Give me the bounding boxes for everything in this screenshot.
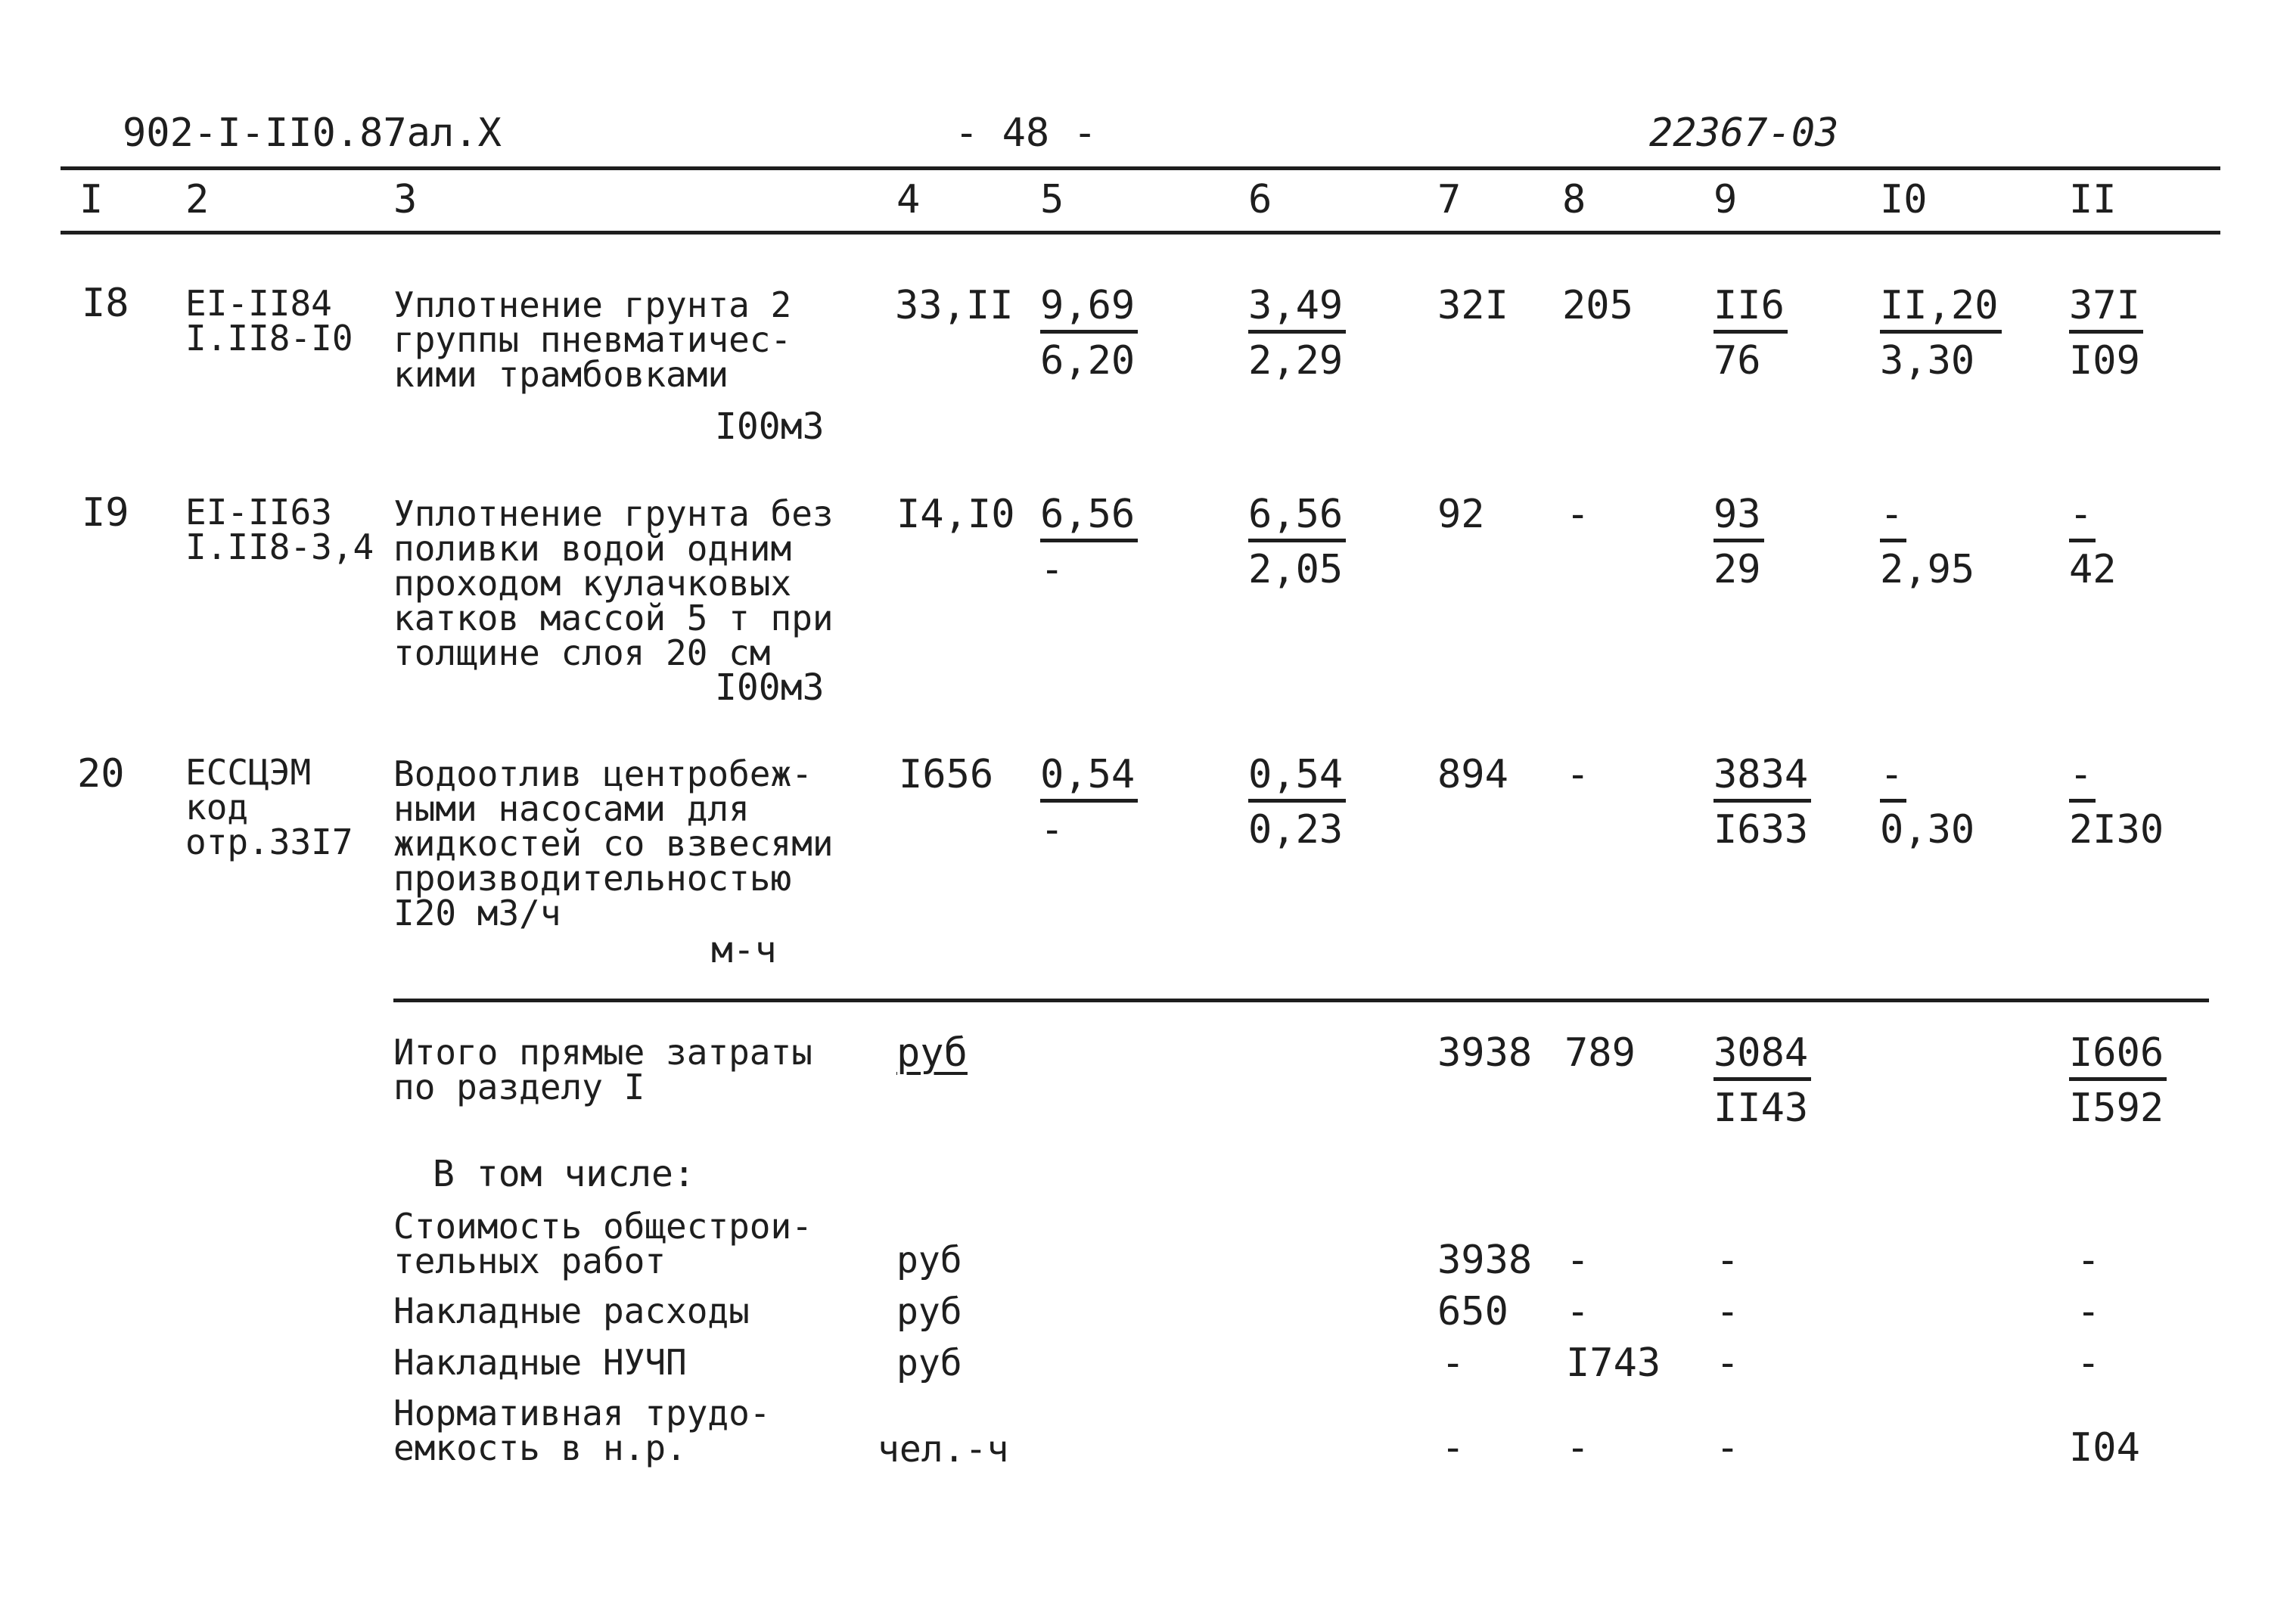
- row-18-description: Уплотнение грунта 2 группы пневматичес- кими трамбовками: [393, 284, 792, 395]
- breakdown-col11: -: [2077, 1238, 2101, 1283]
- row-20-code: ЕССЦЭМ код отр.33I7: [185, 752, 353, 862]
- totals-rule: [393, 999, 2209, 1002]
- header-top-rule: [61, 166, 2220, 170]
- row-19-description: Уплотнение грунта без поливки водой одним проходом кулачковых катков массой 5 т при толщине слоя 20 см: [393, 493, 834, 673]
- row-20-col4: I656: [899, 752, 994, 797]
- breakdown-label: Накладные НУЧП: [393, 1342, 687, 1383]
- row-19-number: I9: [82, 490, 129, 536]
- breakdown-label: Стоимость общестрои- тельных работ: [393, 1206, 812, 1281]
- column-header-3: 3: [393, 177, 418, 222]
- breakdown-label: Накладные расходы: [393, 1291, 750, 1331]
- header-bottom-rule: [61, 231, 2220, 235]
- row-19-code: EI-II63 I.II8-3,4: [185, 492, 374, 567]
- total-col7: 3938: [1437, 1030, 1533, 1076]
- row-18-col5: $\frac{9,69}{6,20}$: [1040, 286, 1138, 381]
- row-18-col9: $\frac{II6}{76}$: [1713, 286, 1788, 381]
- column-header-10: I0: [1880, 177, 1928, 222]
- row-20-description: Водоотлив центробеж- ными насосами для жидкостей со взвесями производительностью I20 м3/ч: [393, 753, 834, 933]
- row-20-col10: - 0,30: [1880, 752, 1975, 853]
- breakdown-col7: 650: [1437, 1289, 1508, 1334]
- breakdown-col9: -: [1716, 1289, 1740, 1334]
- column-header-2: 2: [185, 177, 210, 222]
- breakdown-col8: -: [1566, 1425, 1590, 1471]
- column-header-4: 4: [896, 177, 921, 222]
- row-18-col10: $\frac{II,20}{3,30}$: [1880, 286, 2002, 381]
- row-20-col6: $\frac{0,54}{0,23}$: [1248, 755, 1346, 850]
- row-19-col6: $\frac{6,56}{2,05}$: [1248, 495, 1346, 589]
- document-number: 22367-03: [1649, 110, 1839, 156]
- breakdown-col8: I743: [1566, 1340, 1661, 1386]
- breakdown-col9: -: [1716, 1238, 1740, 1283]
- page-number: - 48 -: [955, 110, 1097, 156]
- column-header-8: 8: [1562, 177, 1586, 222]
- breakdown-unit: руб: [896, 1291, 962, 1333]
- row-20-unit: м-ч: [711, 929, 777, 971]
- row-18-col4: 33,II: [895, 283, 1014, 328]
- row-19-col7: 92: [1437, 492, 1485, 537]
- breakdown-unit: руб: [896, 1239, 962, 1281]
- breakdown-label: Нормативная трудо- емкость в н.р.: [393, 1393, 771, 1468]
- including-label: В том числе:: [433, 1153, 695, 1195]
- breakdown-col11: -: [2077, 1340, 2101, 1386]
- row-18-col11: $\frac{37I}{I09}$: [2069, 286, 2143, 381]
- row-19-col5: 6,56 -: [1040, 495, 1138, 589]
- row-20-col11: - 2I30: [2069, 752, 2164, 853]
- row-19-col11: - 42: [2069, 492, 2117, 592]
- row-18-col8: 205: [1562, 283, 1633, 328]
- breakdown-col7: 3938: [1437, 1238, 1533, 1283]
- row-20-col8: -: [1566, 752, 1590, 797]
- breakdown-unit: чел.-ч: [878, 1428, 1009, 1471]
- breakdown-col7: -: [1441, 1425, 1465, 1471]
- row-20-col7: 894: [1437, 752, 1508, 797]
- row-18-unit: I00м3: [715, 405, 825, 448]
- breakdown-col11: -: [2077, 1289, 2101, 1334]
- row-19-col4: I4,I0: [896, 492, 1015, 537]
- column-header-11: II: [2069, 177, 2117, 222]
- column-header-1: I: [79, 177, 104, 222]
- column-header-9: 9: [1713, 177, 1738, 222]
- breakdown-unit: руб: [896, 1342, 962, 1384]
- breakdown-col7: -: [1441, 1340, 1465, 1386]
- row-19-unit: I00м3: [715, 666, 825, 709]
- row-19-col8: -: [1566, 492, 1590, 537]
- total-col8: 789: [1564, 1030, 1636, 1076]
- breakdown-col9: -: [1716, 1425, 1740, 1471]
- row-18-code: EI-II84 I.II8-I0: [185, 283, 353, 359]
- row-20-number: 20: [77, 751, 125, 797]
- row-18-number: I8: [82, 281, 129, 326]
- row-19-col9: $\frac{93}{29}$: [1713, 495, 1764, 589]
- total-label: Итого прямые затраты по разделу I: [393, 1032, 812, 1107]
- row-20-col9: $\frac{3834}{I633}$: [1713, 755, 1811, 850]
- row-20-col5: 0,54 -: [1040, 755, 1138, 850]
- column-header-5: 5: [1040, 177, 1064, 222]
- row-18-col7: 32I: [1437, 283, 1508, 328]
- breakdown-col8: -: [1566, 1289, 1590, 1334]
- breakdown-col8: -: [1566, 1238, 1590, 1283]
- breakdown-col9: -: [1716, 1340, 1740, 1386]
- total-unit: руб: [896, 1030, 968, 1076]
- column-header-6: 6: [1248, 177, 1272, 222]
- column-header-7: 7: [1437, 177, 1462, 222]
- row-18-col6: $\frac{3,49}{2,29}$: [1248, 286, 1346, 381]
- row-19-col10: - 2,95: [1880, 492, 1975, 592]
- total-col9: $\frac{3084}{II43}$: [1713, 1033, 1811, 1128]
- total-col11: $\frac{I606}{I592}$: [2069, 1033, 2167, 1128]
- breakdown-col11: I04: [2069, 1425, 2140, 1471]
- document-code: 902-I-II0.87ал.X: [123, 110, 502, 156]
